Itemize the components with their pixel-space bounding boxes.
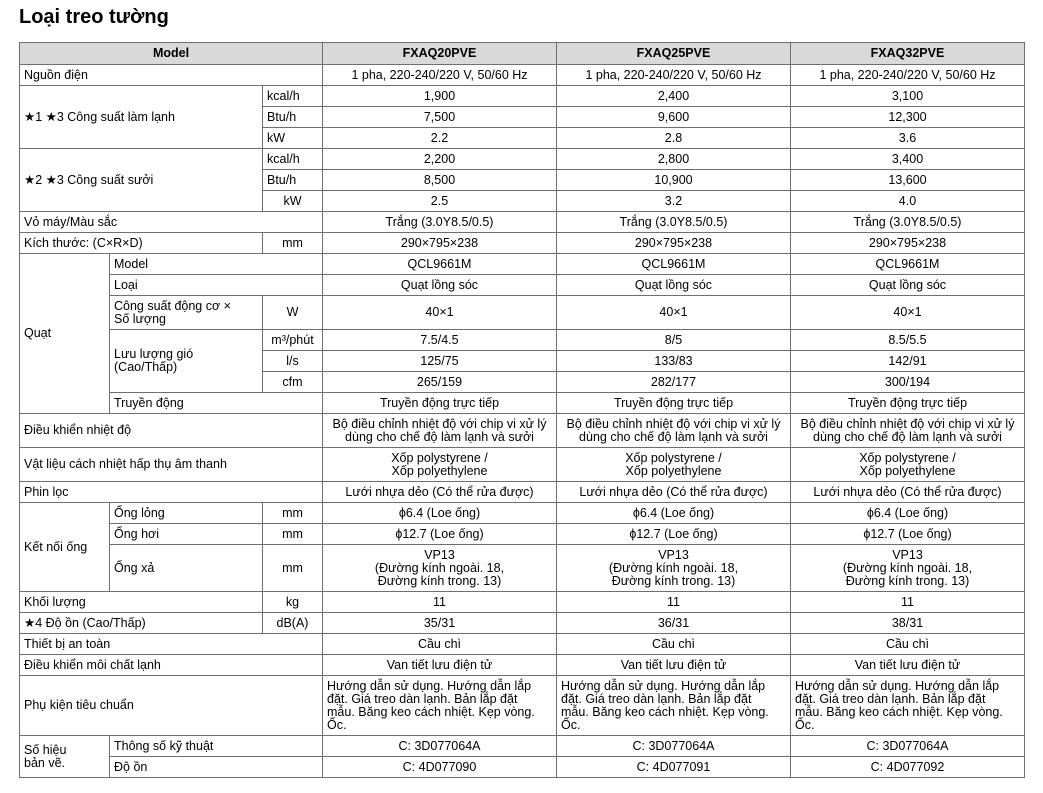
weight-row xyxy=(20,592,1025,613)
heating-row-kcal xyxy=(20,149,1025,170)
filter-value-3: Lưới nhựa dẻo (Có thể rửa được) xyxy=(791,482,1025,503)
fan-airflow-m3-3: 8.5/5.5 xyxy=(791,330,1025,351)
casing-value-1: Trắng (3.0Y8.5/0.5) xyxy=(323,212,557,233)
drawing-noise-row xyxy=(20,757,1025,778)
drawing-spec-2: C: 3D077064A xyxy=(557,736,791,757)
weight-label: Khối lượng xyxy=(20,592,263,613)
fan-drive-2: Truyền động trực tiếp xyxy=(557,393,791,414)
fan-type-2: Quạt lồng sóc xyxy=(557,275,791,296)
noise-label: ★4 Độ ồn (Cao/Thấp) xyxy=(20,613,263,634)
piping-gas-1: ϕ12.7 (Loe ống) xyxy=(323,524,557,545)
cooling-kw-3: 3.6 xyxy=(791,128,1025,149)
fan-airflow-ls-2: 133/83 xyxy=(557,351,791,372)
temp-control-label: Điều khiển nhiệt độ xyxy=(20,414,323,448)
insulation-value-2: Xốp polystyrene / Xốp polyethylene xyxy=(557,448,791,482)
cooling-btu-1: 7,500 xyxy=(323,107,557,128)
header-model-1: FXAQ20PVE xyxy=(323,43,557,65)
header-model-2: FXAQ25PVE xyxy=(557,43,791,65)
fan-model-label: Model xyxy=(110,254,323,275)
drawing-label-line2: bản vẽ. xyxy=(24,755,66,770)
filter-value-2: Lưới nhựa dẻo (Có thể rửa được) xyxy=(557,482,791,503)
filter-label: Phin lọc xyxy=(20,482,323,503)
fan-type-1: Quạt lồng sóc xyxy=(323,275,557,296)
refrigerant-control-1: Van tiết lưu điện tử xyxy=(323,655,557,676)
weight-unit: kg xyxy=(263,592,323,613)
temp-control-value-1: Bộ điều chỉnh nhiệt độ với chip vi xử lý dùng cho chế độ làm lạnh và sưởi xyxy=(323,414,557,448)
casing-row xyxy=(20,212,1025,233)
heating-kw-1: 2.5 xyxy=(323,191,557,212)
power-value-2: 1 pha, 220-240/220 V, 50/60 Hz xyxy=(557,65,791,86)
piping-gas-label: Ống hơi xyxy=(110,524,263,545)
fan-airflow-unit-cfm: cfm xyxy=(263,372,323,393)
weight-value-1: 11 xyxy=(323,592,557,613)
cooling-btu-3: 12,300 xyxy=(791,107,1025,128)
dimensions-unit: mm xyxy=(263,233,323,254)
cooling-kcal-1: 1,900 xyxy=(323,86,557,107)
refrigerant-control-2: Van tiết lưu điện tử xyxy=(557,655,791,676)
fan-motor-2: 40×1 xyxy=(557,296,791,330)
fan-motor-3: 40×1 xyxy=(791,296,1025,330)
piping-liquid-unit: mm xyxy=(263,503,323,524)
fan-airflow-label xyxy=(110,330,263,393)
fan-drive-1: Truyền động trực tiếp xyxy=(323,393,557,414)
fan-motor-label-line2: Số lượng xyxy=(114,311,167,326)
cooling-kw-1: 2.2 xyxy=(323,128,557,149)
power-value-1: 1 pha, 220-240/220 V, 50/60 Hz xyxy=(323,65,557,86)
piping-drain-2: VP13 (Đường kính ngoài. 18, Đường kính trong. 13) xyxy=(557,545,791,592)
piping-liquid-3: ϕ6.4 (Loe ống) xyxy=(791,503,1025,524)
piping-gas-row xyxy=(20,524,1025,545)
heating-unit-kw: kW xyxy=(263,191,323,212)
heating-kcal-2: 2,800 xyxy=(557,149,791,170)
accessories-value-1: Hướng dẫn sử dụng. Hướng dẫn lắp đặt. Giá treo dàn lạnh. Bản lắp đặt mẫu. Băng keo cách nhiệt. Kẹp vòng. Ốc. xyxy=(323,676,557,736)
weight-value-3: 11 xyxy=(791,592,1025,613)
refrigerant-control-label: Điều khiển môi chất lạnh xyxy=(20,655,323,676)
insulation-label: Vật liệu cách nhiệt hấp thụ âm thanh xyxy=(20,448,323,482)
fan-type-label: Loại xyxy=(110,275,323,296)
fan-type-row xyxy=(20,275,1025,296)
fan-airflow-ls-3: 142/91 xyxy=(791,351,1025,372)
noise-unit: dB(A) xyxy=(263,613,323,634)
cooling-unit-kcal: kcal/h xyxy=(263,86,323,107)
piping-liquid-row xyxy=(20,503,1025,524)
safety-value-1: Cầu chì xyxy=(323,634,557,655)
cooling-kcal-2: 2,400 xyxy=(557,86,791,107)
cooling-unit-btu: Btu/h xyxy=(263,107,323,128)
header-row xyxy=(20,43,1025,65)
piping-drain-3: VP13 (Đường kính ngoài. 18, Đường kính trong. 13) xyxy=(791,545,1025,592)
casing-value-3: Trắng (3.0Y8.5/0.5) xyxy=(791,212,1025,233)
fan-airflow-label-line1: Lưu lượng gió xyxy=(114,347,194,361)
fan-airflow-row-m3 xyxy=(20,330,1025,351)
accessories-value-3: Hướng dẫn sử dụng. Hướng dẫn lắp đặt. Giá treo dàn lạnh. Bản lắp đặt mẫu. Băng keo cách nhiệt. Kẹp vòng. Ốc. xyxy=(791,676,1025,736)
temp-control-row xyxy=(20,414,1025,448)
heating-label: ★2 ★3 Công suất sưởi xyxy=(20,149,263,212)
piping-liquid-label: Ống lỏng xyxy=(110,503,263,524)
fan-type-3: Quạt lồng sóc xyxy=(791,275,1025,296)
cooling-row-kcal xyxy=(20,86,1025,107)
cooling-btu-2: 9,600 xyxy=(557,107,791,128)
temp-control-value-3: Bộ điều chỉnh nhiệt độ với chip vi xử lý dùng cho chế độ làm lạnh và sưởi xyxy=(791,414,1025,448)
heating-kcal-3: 3,400 xyxy=(791,149,1025,170)
drawing-spec-1: C: 3D077064A xyxy=(323,736,557,757)
piping-drain-1: VP13 (Đường kính ngoài. 18, Đường kính trong. 13) xyxy=(323,545,557,592)
cooling-unit-kw: kW xyxy=(263,128,323,149)
fan-motor-1: 40×1 xyxy=(323,296,557,330)
insulation-value-1: Xốp polystyrene / Xốp polyethylene xyxy=(323,448,557,482)
heating-btu-2: 10,900 xyxy=(557,170,791,191)
fan-airflow-unit-m3: m³/phút xyxy=(263,330,323,351)
fan-model-1: QCL9661M xyxy=(323,254,557,275)
fan-drive-row xyxy=(20,393,1025,414)
fan-airflow-cfm-2: 282/177 xyxy=(557,372,791,393)
noise-value-1: 35/31 xyxy=(323,613,557,634)
fan-model-2: QCL9661M xyxy=(557,254,791,275)
safety-row xyxy=(20,634,1025,655)
fan-airflow-label-line2: (Cao/Thấp) xyxy=(114,360,178,374)
drawing-spec-label: Thông số kỹ thuật xyxy=(110,736,323,757)
heating-kw-2: 3.2 xyxy=(557,191,791,212)
noise-row xyxy=(20,613,1025,634)
piping-drain-unit: mm xyxy=(263,545,323,592)
fan-airflow-ls-1: 125/75 xyxy=(323,351,557,372)
piping-gas-3: ϕ12.7 (Loe ống) xyxy=(791,524,1025,545)
spec-table xyxy=(19,42,1025,778)
insulation-value-3: Xốp polystyrene / Xốp polyethylene xyxy=(791,448,1025,482)
noise-value-2: 36/31 xyxy=(557,613,791,634)
casing-label: Vỏ máy/Màu sắc xyxy=(20,212,323,233)
power-row xyxy=(20,65,1025,86)
drawing-spec-row xyxy=(20,736,1025,757)
fan-airflow-cfm-1: 265/159 xyxy=(323,372,557,393)
heating-kcal-1: 2,200 xyxy=(323,149,557,170)
dimensions-value-1: 290×795×238 xyxy=(323,233,557,254)
piping-liquid-1: ϕ6.4 (Loe ống) xyxy=(323,503,557,524)
fan-model-3: QCL9661M xyxy=(791,254,1025,275)
safety-value-3: Cầu chì xyxy=(791,634,1025,655)
heating-unit-kcal: kcal/h xyxy=(263,149,323,170)
drawing-spec-3: C: 3D077064A xyxy=(791,736,1025,757)
piping-gas-2: ϕ12.7 (Loe ống) xyxy=(557,524,791,545)
casing-value-2: Trắng (3.0Y8.5/0.5) xyxy=(557,212,791,233)
fan-motor-label xyxy=(110,296,263,330)
fan-drive-3: Truyền động trực tiếp xyxy=(791,393,1025,414)
piping-gas-unit: mm xyxy=(263,524,323,545)
heating-kw-3: 4.0 xyxy=(791,191,1025,212)
accessories-label: Phụ kiện tiêu chuẩn xyxy=(20,676,323,736)
piping-liquid-2: ϕ6.4 (Loe ống) xyxy=(557,503,791,524)
dimensions-label: Kích thước: (C×R×D) xyxy=(20,233,263,254)
heating-unit-btu: Btu/h xyxy=(263,170,323,191)
weight-value-2: 11 xyxy=(557,592,791,613)
cooling-kcal-3: 3,100 xyxy=(791,86,1025,107)
accessories-row xyxy=(20,676,1025,736)
temp-control-value-2: Bộ điều chỉnh nhiệt độ với chip vi xử lý dùng cho chế độ làm lạnh và sưởi xyxy=(557,414,791,448)
header-model-label: Model xyxy=(20,43,323,65)
drawing-label xyxy=(20,736,110,778)
drawing-noise-2: C: 4D077091 xyxy=(557,757,791,778)
heating-btu-3: 13,600 xyxy=(791,170,1025,191)
refrigerant-control-row xyxy=(20,655,1025,676)
filter-row xyxy=(20,482,1025,503)
safety-label: Thiết bị an toàn xyxy=(20,634,323,655)
power-label: Nguồn điện xyxy=(20,65,323,86)
drawing-noise-label: Độ ồn xyxy=(110,757,323,778)
page-title: Loại treo tường xyxy=(19,6,169,28)
fan-motor-label-line1: Công suất động cơ × xyxy=(114,298,231,313)
refrigerant-control-3: Van tiết lưu điện tử xyxy=(791,655,1025,676)
fan-label: Quạt xyxy=(20,254,110,414)
dimensions-value-2: 290×795×238 xyxy=(557,233,791,254)
fan-airflow-cfm-3: 300/194 xyxy=(791,372,1025,393)
fan-airflow-m3-2: 8/5 xyxy=(557,330,791,351)
accessories-value-2: Hướng dẫn sử dụng. Hướng dẫn lắp đặt. Giá treo dàn lạnh. Bản lắp đặt mẫu. Băng keo cách nhiệt. Kẹp vòng. Ốc. xyxy=(557,676,791,736)
safety-value-2: Cầu chì xyxy=(557,634,791,655)
dimensions-row xyxy=(20,233,1025,254)
filter-value-1: Lưới nhựa dẻo (Có thể rửa được) xyxy=(323,482,557,503)
fan-drive-label: Truyền động xyxy=(110,393,323,414)
fan-motor-unit: W xyxy=(263,296,323,330)
heating-btu-1: 8,500 xyxy=(323,170,557,191)
drawing-noise-3: C: 4D077092 xyxy=(791,757,1025,778)
insulation-row xyxy=(20,448,1025,482)
power-value-3: 1 pha, 220-240/220 V, 50/60 Hz xyxy=(791,65,1025,86)
piping-label: Kết nối ống xyxy=(20,503,110,592)
drawing-noise-1: C: 4D077090 xyxy=(323,757,557,778)
dimensions-value-3: 290×795×238 xyxy=(791,233,1025,254)
fan-airflow-m3-1: 7.5/4.5 xyxy=(323,330,557,351)
piping-drain-label: Ống xả xyxy=(110,545,263,592)
fan-airflow-unit-ls: l/s xyxy=(263,351,323,372)
noise-value-3: 38/31 xyxy=(791,613,1025,634)
header-model-3: FXAQ32PVE xyxy=(791,43,1025,65)
fan-motor-row xyxy=(20,296,1025,330)
drawing-label-line1: Số hiệu xyxy=(24,742,67,757)
cooling-kw-2: 2.8 xyxy=(557,128,791,149)
piping-drain-row xyxy=(20,545,1025,592)
cooling-label: ★1 ★3 Công suất làm lạnh xyxy=(20,86,263,149)
fan-model-row xyxy=(20,254,1025,275)
